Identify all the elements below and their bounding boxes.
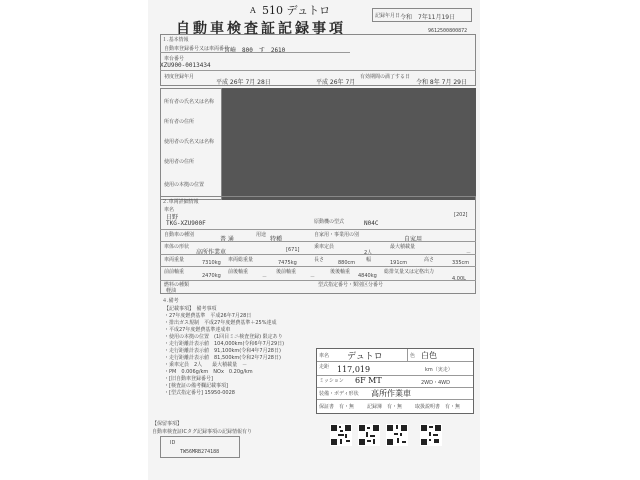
memo-body-label: 装備・ボディ形状 — [319, 391, 359, 397]
height-label: 高さ — [424, 257, 435, 263]
rear-rear-axle-label: 後後軸重 — [330, 269, 351, 275]
memo-mission-label: ミッション — [319, 378, 344, 384]
vehicle-weight-label: 車両重量 — [164, 257, 185, 263]
note-line: ・[旧自動車登録番号] — [164, 376, 213, 382]
fuel-label: 燃料の種類 — [164, 282, 190, 288]
basic-info-heading: １.基本情報 — [162, 37, 189, 43]
ic-tag-id: TW56MRB274188 — [180, 449, 220, 455]
width: 191cm — [390, 260, 408, 266]
maker-code: [202] — [454, 212, 468, 218]
maker: 日野 — [166, 214, 179, 221]
maker-label: 車名 — [164, 207, 175, 213]
first-registration-date: 平成 26年 7月 28日 — [216, 79, 271, 86]
owner-address-label: 所有者の住所 — [164, 119, 195, 125]
footer-label: 【保留事項】 — [152, 421, 183, 427]
note-line: ・乗車定員 2人 最大積載量 － — [164, 362, 248, 368]
body-shape-code: [671] — [286, 247, 300, 253]
owner-name-label: 所有者の氏名又は名称 — [164, 99, 215, 105]
registration-number: 宮崎 800 す 2610 — [224, 47, 286, 54]
document-number: 9612500800872 — [428, 28, 468, 34]
memo-mileage-label: 走距 — [319, 364, 330, 370]
first-registration-label: 初度登録年月 — [164, 74, 195, 80]
memo-mission: 6F MT — [355, 376, 382, 385]
redacted-owner-info — [222, 88, 476, 200]
memo-drive-options: 2WD・4WD — [421, 380, 450, 386]
memo-body: 高所作業車 — [371, 389, 411, 398]
expiry-label: 有効期間の満了する日 — [360, 74, 411, 80]
memo-color-label: 色 — [410, 353, 416, 359]
issue-date-label: 記録年月日 — [375, 13, 401, 19]
height: 335cm — [452, 260, 470, 266]
document-title: 自動車検査証記録事項 — [176, 21, 346, 37]
base-location-label: 使用の本拠の位置 — [164, 182, 205, 188]
length: 880cm — [338, 260, 356, 266]
issue-date: 令和 7年11月19日 — [400, 14, 456, 21]
memo-vehicle-name: デュトロ — [347, 352, 383, 362]
vehicle-spec-heading: ２.車両詳細情報 — [162, 199, 199, 205]
max-load-label: 最大積載量 — [390, 244, 416, 250]
qr-code — [420, 424, 442, 446]
handwritten-mark-a: A — [250, 6, 256, 15]
max-load: － — [466, 250, 472, 256]
note-line: ・27年度燃費基準 平成26年7月28日 — [164, 313, 257, 319]
memo-record: 記録簿 有・無 — [367, 404, 403, 410]
rear-rear-axle: 4840kg — [358, 273, 377, 279]
length-label: 長さ — [314, 257, 325, 263]
notes-heading: ４.備考 — [162, 298, 179, 304]
private-use-label: 自家用・事業用の別 — [314, 232, 360, 238]
note-line: 【記載事項】 備考事項 — [164, 306, 217, 312]
engine-model: N04C — [364, 220, 379, 227]
body-shape: 高所作業車 — [196, 249, 227, 256]
note-line: ・[型式指定番号] 15950-0028 — [164, 390, 235, 396]
front-rear-axle: － — [262, 274, 268, 280]
type-designation-label: 型式指定番号・類別区分番号 — [318, 282, 384, 288]
note-line: ・平成27年度燃費基準達成車 — [164, 327, 231, 333]
displacement: 4.00L — [452, 276, 466, 282]
user-name-label: 使用者の氏名又は名称 — [164, 139, 215, 145]
front-front-axle-label: 前前軸重 — [164, 269, 185, 275]
vehicle-type-label: 自動車の種別 — [164, 232, 195, 238]
vehicle-weight: 7310kg — [202, 260, 221, 266]
dealer-memo-card — [316, 348, 474, 414]
note-line: ・走行距離計表示値 81,500km(令和2年7月28日) — [164, 355, 281, 361]
memo-name-label: 車名 — [319, 353, 330, 359]
user-address-label: 使用者の住所 — [164, 159, 195, 165]
width-label: 幅 — [366, 257, 372, 263]
note-line: ・使用の本拠の位置 (1回目ミニ検査登録) 限定あり — [164, 334, 283, 340]
capacity-label: 乗車定員 — [314, 244, 335, 250]
fuel: 軽油 — [166, 288, 177, 294]
registration-number-label: 自動車登録番号又は車両番号 — [164, 46, 230, 52]
front-front-axle: 2470kg — [202, 273, 221, 279]
footer-note: 自動車検査証ICタグ記録事項の記録情報有り — [152, 429, 252, 435]
note-line: ・排出ガス規制 平成27年度燃費基準＋25%達成 — [164, 320, 277, 326]
memo-mileage: 117,019 — [337, 365, 371, 374]
rear-front-axle: － — [310, 274, 316, 280]
gross-weight-label: 車両総重量 — [228, 257, 254, 263]
note-line: ・走行距離計表示値 104,000km(令和6年7月29日) — [164, 341, 285, 347]
handwritten-vehicle-note: 510 デュトロ — [262, 4, 331, 17]
memo-color: 白色 — [421, 351, 437, 360]
front-rear-axle-label: 前後軸重 — [228, 269, 249, 275]
displacement-label: 総排気量又は定格出力 — [384, 269, 435, 275]
note-line: ・走行距離計表示値 91,100km(令和4年7月28日) — [164, 348, 281, 354]
ic-tag-id-label: ID — [170, 440, 176, 446]
gross-weight: 7475kg — [278, 260, 297, 266]
vehicle-type: 普 通 — [220, 236, 234, 243]
body-shape-label: 車体の形状 — [164, 244, 190, 250]
memo-mileage-unit: km（実走） — [425, 367, 453, 373]
qr-code — [358, 424, 380, 446]
use-label: 用途 — [256, 232, 267, 238]
qr-code — [330, 424, 352, 446]
memo-warranty: 保証書 有・無 — [319, 404, 355, 410]
chassis-number: XZU900-0013434 — [160, 62, 211, 69]
memo-manual: 取扱説明書 有・無 — [415, 404, 461, 410]
qr-code — [386, 424, 408, 446]
note-line: ・[検査証の備考欄記載事項] — [164, 383, 228, 389]
expiry-date: 令和 8年 7月 29日 — [416, 79, 467, 86]
rear-front-axle-label: 後前軸重 — [276, 269, 297, 275]
note-line: ・PM 0.006g/km NOx 0.20g/km — [164, 369, 253, 375]
capacity: 2人 — [364, 250, 373, 256]
registration-date: 平成 26年 7月 — [316, 79, 356, 86]
use: 特種 — [270, 236, 283, 243]
chassis-number-label: 車台番号 — [164, 56, 185, 62]
private-use: 自家用 — [404, 236, 423, 243]
engine-label: 原動機の型式 — [314, 219, 345, 225]
model-code: TKG-XZU900F — [166, 220, 206, 227]
